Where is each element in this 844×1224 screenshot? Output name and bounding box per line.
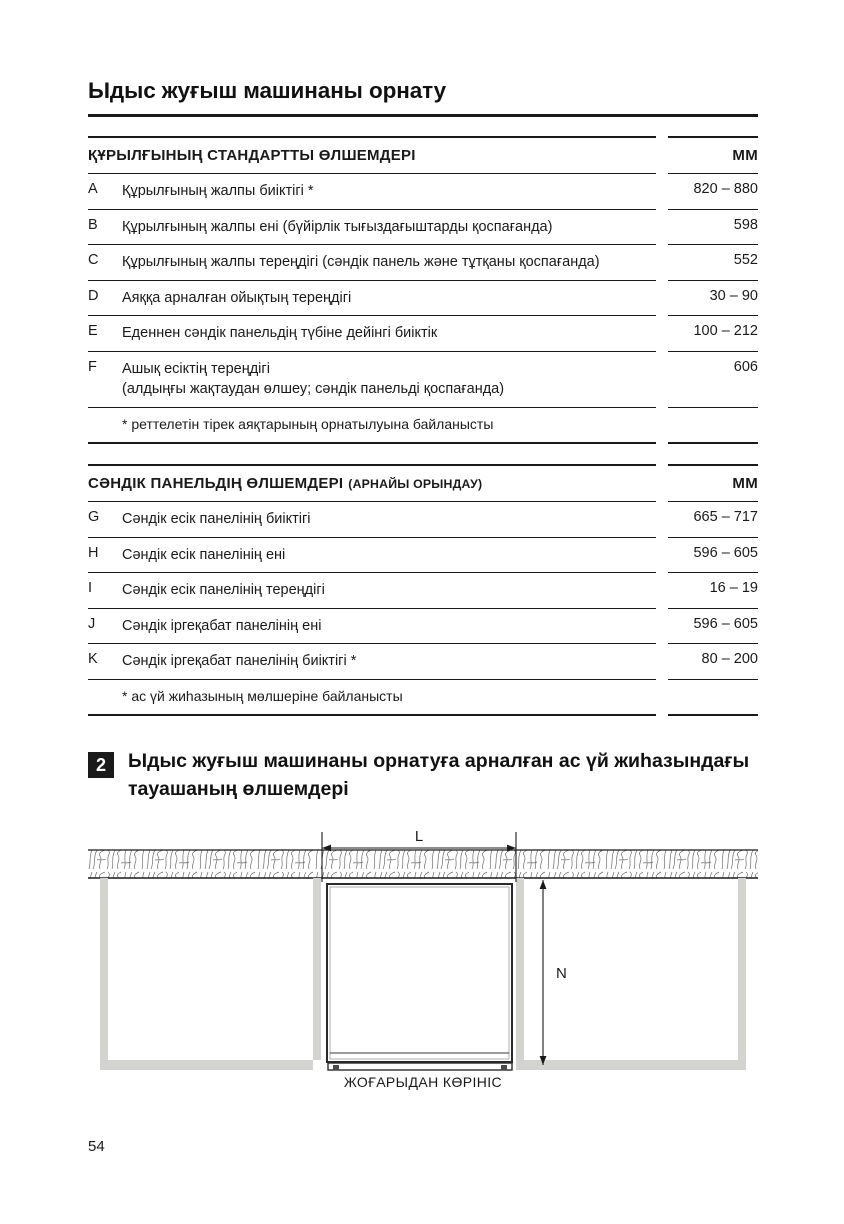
footnote-value-cell [668,679,758,710]
table-row [88,244,758,280]
row-key: K [88,651,98,668]
table2-header-unit: ММ [668,464,758,501]
row-key: A [88,181,98,197]
row-value: 596 – 605 [668,537,758,568]
row-value: 552 [668,244,758,275]
table-row [88,280,758,316]
table2-header-label: СӘНДІК ПАНЕЛЬДІҢ ӨЛШЕМДЕРІ [88,475,344,492]
row-value: 16 – 19 [668,572,758,603]
table-row [88,209,758,245]
row-label: Сәндік есік панелінің биіктігі [122,511,311,527]
table-row [88,537,758,573]
footnote-cell [88,407,656,442]
table1-footnote: * реттелетін тірек аяқтарының орнатылуына байланысты [122,416,494,433]
dishwasher-body [327,884,512,1070]
section-title: Ыдыс жуғыш машинаны орнатуға арналған ас үй жиһазындағы тауашаның өлшемдері [128,750,750,800]
row-value: 820 – 880 [668,173,758,204]
bottom-rule-left [88,714,656,716]
row-label: Сәндік есік панелінің тереңдігі [122,582,325,599]
niche-dimensions-diagram [88,826,758,1106]
row-label [122,359,504,400]
row-value: 606 [668,351,758,382]
row-label-cell [88,280,656,316]
row-label: Сәндік есік панелінің ені [122,546,286,563]
row-label-cell [88,643,656,679]
row-label: Құрылғының жалпы ені (бүйірлік тығыздағыштарды қоспағанда) [122,218,553,235]
table-row [88,501,758,537]
table-row [88,608,758,644]
table2-bottom-border [88,714,758,716]
footnote-cell [88,679,656,714]
table1-bottom-border [88,442,758,444]
row-label-cell [88,537,656,573]
countertop-wood-slab [88,850,758,878]
table1-header-label: ҚҰРЫЛҒЫНЫҢ СТАНДАРТТЫ ӨЛШЕМДЕРІ [88,147,416,164]
row-key: C [88,252,99,269]
table2-header-label-small: (АРНАЙЫ ОРЫНДАУ) [348,476,483,491]
row-label: Сәндік іргеқабат панелінің биіктігі * [122,653,357,670]
row-label-cell [88,209,656,245]
table-row [88,315,758,351]
table-header-row [88,464,758,501]
table-footnote-row [88,407,758,442]
row-label-sub: (алдыңғы жақтаудан өлшеу; сәндік панельді қоспағанда) [122,381,505,398]
table1-header-unit: ММ [668,136,758,173]
row-key: F [88,358,97,375]
dimension-label-L: L [414,828,424,845]
decor-panel-dimensions-table [88,464,758,716]
dimension-line-N [540,880,547,1065]
table-header-label-cell [88,464,656,501]
row-key: G [88,509,100,525]
section-number-badge: 2 [88,752,114,778]
row-label: Құрылғының жалпы биіктігі * [122,183,314,199]
row-value: 596 – 605 [668,608,758,639]
row-key: I [88,580,93,597]
table-header-label-cell [88,136,656,173]
row-label: Сәндік іргеқабат панелінің ені [122,617,322,634]
table-header-row [88,136,758,173]
dimension-label-N: N [556,965,567,982]
row-label-cell [88,173,656,209]
title-underline [88,114,758,117]
row-key: E [88,323,98,340]
bottom-rule-left [88,442,656,444]
footnote-spacer [88,415,122,435]
row-value: 598 [668,209,758,240]
table-row [88,173,758,209]
table-row [88,572,758,608]
row-label-cell [88,315,656,351]
footnote-spacer [88,687,122,707]
bottom-rule-right [668,714,758,716]
row-label-cell [88,608,656,644]
page-number: 54 [88,1138,105,1155]
row-value: 100 – 212 [668,315,758,346]
section-2-heading [88,748,758,803]
row-label-cell [88,501,656,537]
diagram-caption: ЖОҒАРЫДАН КӨРІНІС [343,1074,503,1090]
row-key: B [88,216,98,233]
table-row [88,643,758,679]
row-value: 665 – 717 [668,501,758,532]
row-label: Аяққа арналған ойықтың тереңдігі [122,289,352,306]
column-gutter [656,442,668,444]
row-key: H [88,544,99,561]
table2-footnote: * ас үй жиһазының мөлшеріне байланысты [122,687,403,704]
footnote-value-cell [668,407,758,438]
table-footnote-row [88,679,758,714]
row-label: Құрылғының жалпы тереңдігі (сәндік панель және тұтқаны қоспағанда) [122,254,600,271]
row-label: Еденнен сәндік панельдің түбіне дейінгі биіктік [122,325,438,342]
row-value: 80 – 200 [668,643,758,674]
row-key: D [88,287,99,304]
row-value: 30 – 90 [668,280,758,311]
row-key: J [88,615,96,632]
standard-dimensions-table [88,136,758,444]
row-label-main: Ашық есіктің тереңдігі [122,360,270,377]
row-label-cell [88,244,656,280]
column-gutter [656,714,668,716]
row-label-cell [88,572,656,608]
page-title: Ыдыс жуғыш машинаны орнату [88,78,447,103]
row-label-cell [88,351,656,407]
bottom-rule-right [668,442,758,444]
table-row [88,351,758,407]
